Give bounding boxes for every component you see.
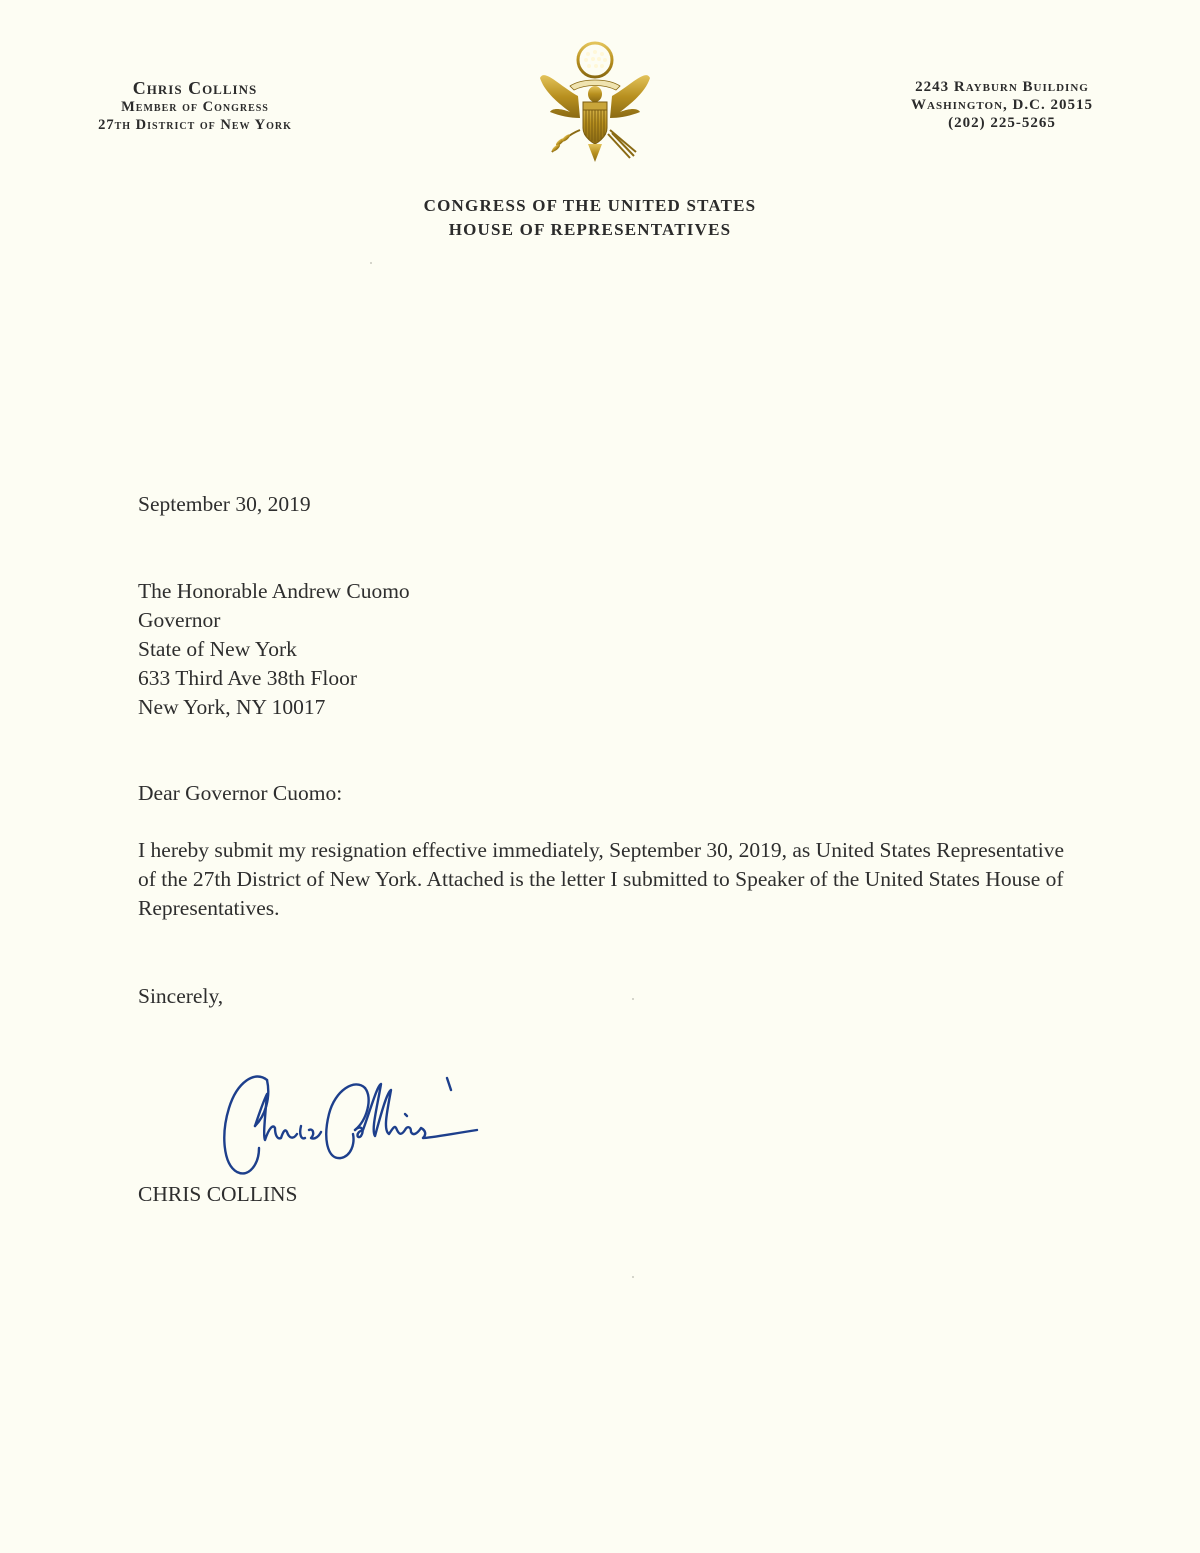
office-address-line1: 2243 Rayburn Building: [915, 79, 1089, 95]
recipient-line: State of New York: [138, 637, 297, 661]
member-title: Member of Congress: [121, 99, 269, 115]
congress-line1: CONGRESS OF THE UNITED STATES: [423, 196, 757, 215]
recipient-line: The Honorable Andrew Cuomo: [138, 579, 410, 603]
scan-speck: [632, 1276, 634, 1278]
congress-heading: [380, 194, 800, 242]
recipient-line: Governor: [138, 608, 221, 632]
letter-date: September 30, 2019: [138, 492, 311, 516]
member-district: 27th District of New York: [98, 117, 292, 133]
letterhead-left: [60, 78, 330, 134]
recipient-line: New York, NY 10017: [138, 695, 326, 719]
office-address-line2: Washington, D.C. 20515: [911, 97, 1093, 113]
recipient-line: 633 Third Ave 38th Floor: [138, 666, 357, 690]
great-seal-eagle-icon: [530, 38, 660, 168]
signer-name: CHRIS COLLINS: [138, 1182, 298, 1206]
salutation: Dear Governor Cuomo:: [138, 781, 343, 805]
scan-speck: [632, 998, 634, 1000]
scan-speck: [370, 262, 372, 264]
congress-line2: HOUSE OF REPRESENTATIVES: [448, 220, 732, 239]
closing: Sincerely,: [138, 984, 224, 1008]
body-paragraph: I hereby submit my resignation effective immediately, September 30, 2019, as United States Representative of the 27th District of New York. Attached is the letter I submitted to Speaker of the United States House of Representatives.: [138, 838, 1065, 920]
member-name: Chris Collins: [132, 78, 258, 98]
letterhead-right: [868, 78, 1136, 132]
office-phone: (202) 225-5265: [948, 115, 1056, 131]
handwritten-signature: [215, 1068, 495, 1186]
recipient-address: [138, 577, 410, 722]
